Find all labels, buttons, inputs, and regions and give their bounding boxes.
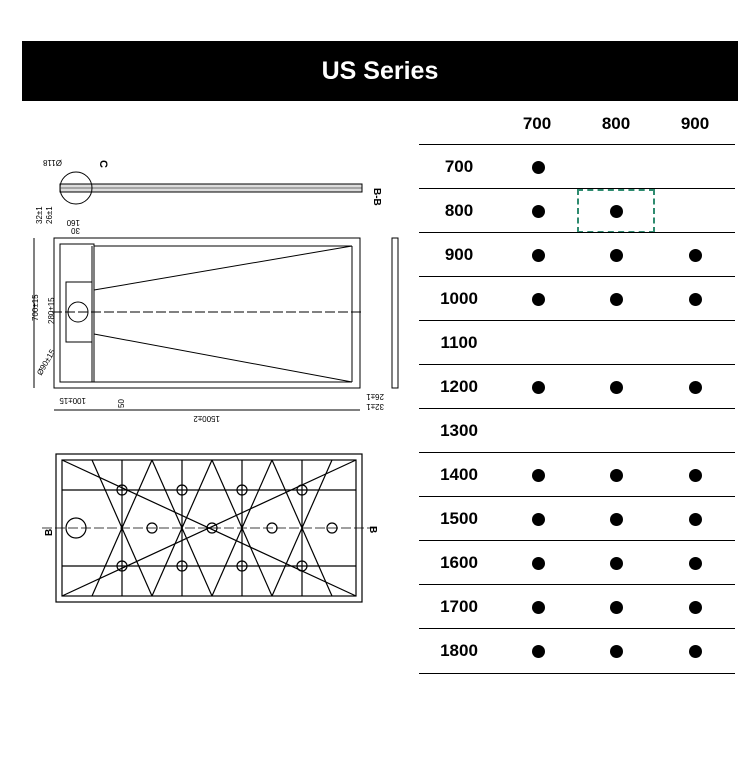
available-dot-icon <box>610 293 623 306</box>
row-label: 800 <box>444 201 474 220</box>
table-row <box>419 320 735 365</box>
availability-cell <box>577 365 655 409</box>
dim-offset: 100±15 <box>59 396 86 405</box>
available-dot-icon <box>532 161 545 174</box>
available-dot-icon <box>689 293 702 306</box>
availability-cell <box>656 189 734 233</box>
available-dot-icon <box>532 381 545 394</box>
availability-cell <box>499 453 577 497</box>
dim-inner: 280±15 <box>47 297 56 324</box>
available-dot-icon <box>610 469 623 482</box>
availability-cell <box>656 409 734 453</box>
availability-cell <box>499 409 577 453</box>
dim-r2: 32±1 <box>366 402 384 411</box>
section-left-label: B <box>44 528 55 536</box>
available-dot-icon <box>610 205 623 218</box>
availability-cell <box>577 321 655 365</box>
availability-cell <box>656 145 734 189</box>
available-dot-icon <box>532 645 545 658</box>
availability-cell <box>656 629 734 673</box>
column-header-700: 700 <box>522 114 552 133</box>
table-row <box>419 364 735 409</box>
column-header-900: 900 <box>680 114 710 133</box>
availability-cell <box>577 629 655 673</box>
underside-view <box>42 454 376 602</box>
available-dot-icon <box>532 601 545 614</box>
title-banner <box>22 41 738 101</box>
table-row <box>419 540 735 585</box>
availability-cell <box>499 233 577 277</box>
dim-drain: Ø90±15 <box>35 347 58 377</box>
technical-drawing <box>12 150 412 620</box>
section-label: B-B <box>371 188 382 206</box>
dim-h1: 32±1 <box>35 206 44 224</box>
available-dot-icon <box>689 469 702 482</box>
row-label: 1400 <box>440 465 478 484</box>
availability-cell <box>499 189 577 233</box>
available-dot-icon <box>610 381 623 394</box>
available-dot-icon <box>610 513 623 526</box>
availability-cell <box>499 585 577 629</box>
availability-cell <box>656 277 734 321</box>
availability-cell <box>499 629 577 673</box>
table-row <box>419 232 735 277</box>
availability-cell <box>577 585 655 629</box>
dim-depth: 700±15 <box>31 294 40 321</box>
plan-view <box>52 238 398 388</box>
dim-edge: 50 <box>117 399 126 408</box>
availability-cell <box>656 453 734 497</box>
table-row <box>419 276 735 321</box>
table-row <box>419 408 735 453</box>
availability-cell <box>499 145 577 189</box>
row-label: 1300 <box>440 421 478 440</box>
available-dot-icon <box>532 205 545 218</box>
availability-cell <box>656 585 734 629</box>
available-dot-icon <box>689 381 702 394</box>
dim-pipe: Ø118 <box>43 158 62 167</box>
row-label: 1200 <box>440 377 478 396</box>
available-dot-icon <box>532 293 545 306</box>
availability-cell <box>656 233 734 277</box>
availability-cell <box>499 541 577 585</box>
availability-cell <box>577 233 655 277</box>
row-label: 1100 <box>440 333 478 352</box>
availability-cell <box>577 409 655 453</box>
available-dot-icon <box>689 557 702 570</box>
availability-cell <box>656 321 734 365</box>
available-dot-icon <box>610 249 623 262</box>
table-row <box>419 452 735 497</box>
row-label: 1500 <box>440 509 478 528</box>
row-label: 1700 <box>440 597 478 616</box>
availability-cell <box>577 497 655 541</box>
available-dot-icon <box>689 645 702 658</box>
section-right-label: B <box>367 526 378 534</box>
page-title: US Series <box>321 56 439 85</box>
table-row <box>419 496 735 541</box>
availability-cell <box>499 365 577 409</box>
dim-h2: 26±1 <box>45 206 54 224</box>
available-dot-icon <box>610 601 623 614</box>
availability-cell <box>499 321 577 365</box>
row-label: 1800 <box>440 641 478 660</box>
dim-gap: 30 <box>71 226 80 235</box>
available-dot-icon <box>689 249 702 262</box>
available-dot-icon <box>689 513 702 526</box>
availability-cell <box>577 277 655 321</box>
row-label: 1000 <box>440 289 478 308</box>
available-dot-icon <box>532 513 545 526</box>
row-label: 900 <box>444 245 474 264</box>
availability-cell <box>656 365 734 409</box>
dim-width: 1500±2 <box>193 414 220 423</box>
availability-cell <box>577 145 655 189</box>
column-header-800: 800 <box>601 114 631 133</box>
detail-label: C <box>97 160 109 168</box>
profile-view <box>60 172 362 204</box>
availability-cell <box>656 541 734 585</box>
row-label: 1600 <box>440 553 478 572</box>
availability-cell <box>499 277 577 321</box>
available-dot-icon <box>610 557 623 570</box>
table-row <box>419 188 735 233</box>
dim-w160: 160 <box>66 218 80 227</box>
available-dot-icon <box>610 645 623 658</box>
availability-cell <box>577 541 655 585</box>
table-row <box>419 584 735 629</box>
availability-cell <box>499 497 577 541</box>
highlighted-cell <box>577 189 655 233</box>
available-dot-icon <box>689 601 702 614</box>
availability-cell <box>656 497 734 541</box>
available-dot-icon <box>532 469 545 482</box>
availability-cell <box>577 453 655 497</box>
table-row <box>419 144 735 189</box>
available-dot-icon <box>532 557 545 570</box>
available-dot-icon <box>532 249 545 262</box>
dim-r1: 26±1 <box>366 392 384 401</box>
row-label: 700 <box>444 157 474 176</box>
table-row <box>419 628 735 674</box>
